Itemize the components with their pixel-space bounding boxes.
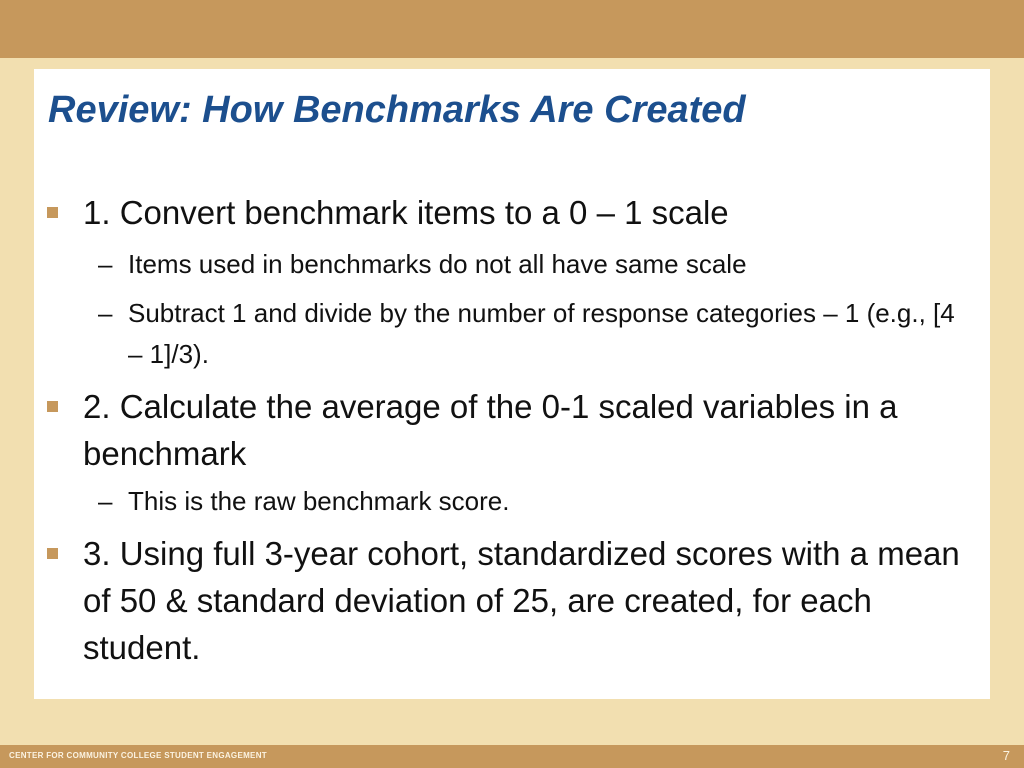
bullet-list	[34, 189, 990, 671]
bullet-text: 2. Calculate the average of the 0-1 scaled variables in a benchmark	[83, 388, 898, 472]
dash-bullet: –	[98, 249, 113, 279]
page-number: 7	[1002, 748, 1010, 763]
sub-bullet-item	[34, 481, 990, 522]
bullet-item-1	[34, 189, 990, 236]
sub-bullet-text: This is the raw benchmark score.	[128, 486, 510, 516]
square-bullet-icon	[47, 401, 58, 412]
bullet-text: 1. Convert benchmark items to a 0 – 1 scale	[83, 194, 729, 231]
sub-bullet-text: Items used in benchmarks do not all have same scale	[128, 249, 747, 279]
slide-title: Review: How Benchmarks Are Created	[48, 89, 746, 131]
top-band	[0, 0, 1024, 58]
footer-bar	[0, 745, 1024, 768]
dash-bullet: –	[98, 298, 113, 328]
sub-bullet-item	[34, 293, 990, 375]
bullet-item-2	[34, 383, 990, 477]
content-panel	[34, 69, 990, 699]
sub-bullet-item	[34, 244, 990, 285]
dash-bullet: –	[98, 486, 113, 516]
square-bullet-icon	[47, 548, 58, 559]
footer-organization: CENTER FOR COMMUNITY COLLEGE STUDENT ENGAGEMENT	[9, 751, 267, 760]
bullet-item-3	[34, 530, 990, 671]
bullet-text: 3. Using full 3-year cohort, standardized scores with a mean of 50 & standard deviation of 25, are created, for each student.	[83, 535, 960, 666]
square-bullet-icon	[47, 207, 58, 218]
sub-bullet-text: Subtract 1 and divide by the number of response categories – 1 (e.g., [4 – 1]/3).	[128, 298, 955, 369]
